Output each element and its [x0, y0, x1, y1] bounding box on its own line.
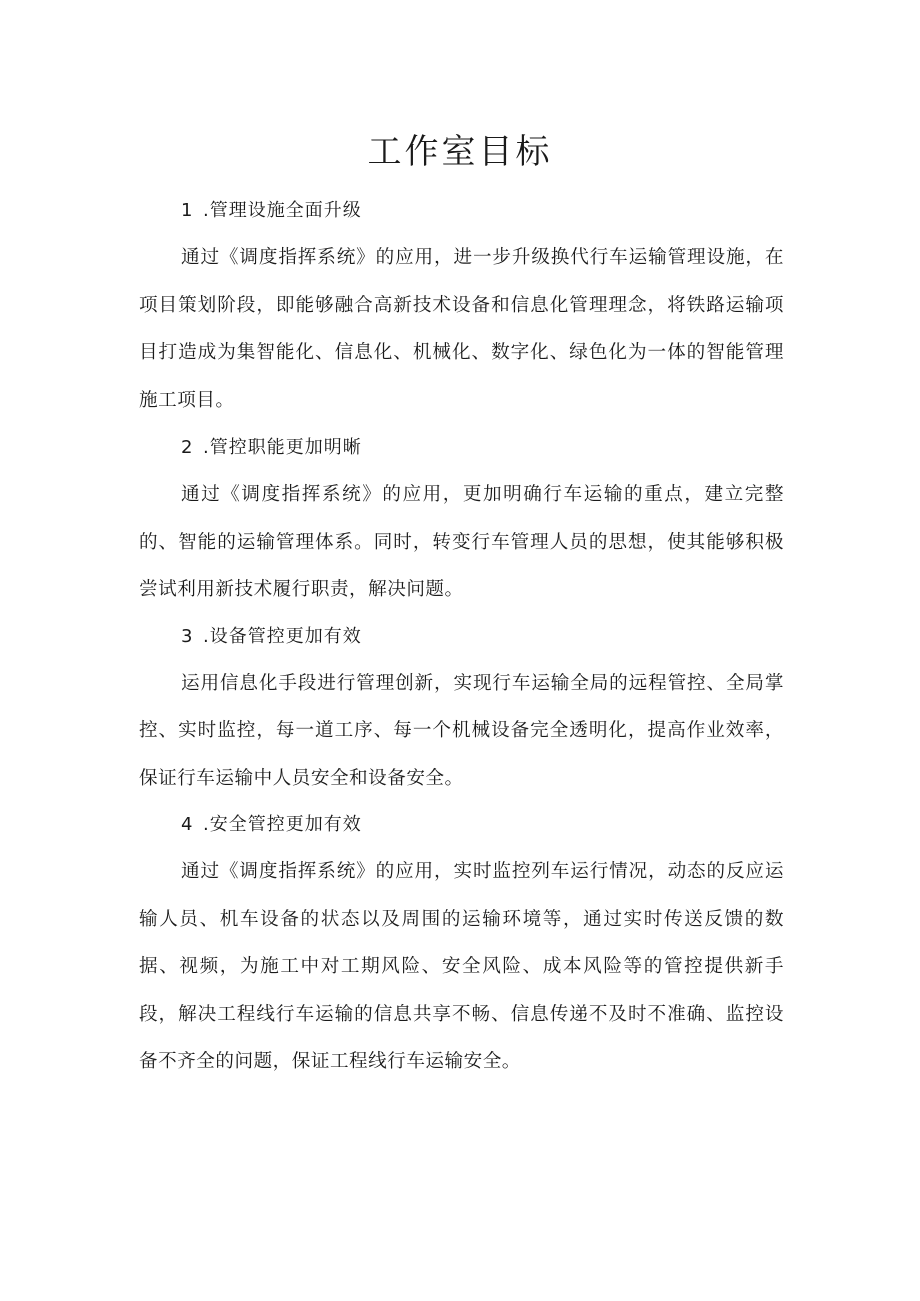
section-number: 4	[181, 814, 194, 835]
section-heading	[139, 614, 784, 660]
section-heading-text: .安全管控更加有效	[203, 814, 362, 835]
section-paragraph: 通过《调度指挥系统》的应用，更加明确行车运输的重点，建立完整的、智能的运输管理体系。同时，转变行车管理人员的思想，使其能够积极尝试利用新技术履行职责，解决问题。	[139, 484, 784, 600]
section-heading-text: .管理设施全面升级	[203, 200, 362, 221]
section-number: 3	[181, 625, 194, 647]
section-heading-text: .管控职能更加明晰	[203, 437, 362, 458]
section-paragraph: 运用信息化手段进行管理创新，实现行车运输全局的远程管控、全局掌控、实时监控，每一道工序、每一个机械设备完全透明化，提高作业效率，保证行车运输中人员安全和设备安全。	[139, 672, 784, 789]
section-paragraph: 通过《调度指挥系统》的应用，进一步升级换代行车运输管理设施，在项目策划阶段，即能够融合高新技术设备和信息化管理理念，将铁路运输项目打造成为集智能化、信息化、机械化、数字化、绿色化为一体的智能管理施工项目。	[139, 247, 784, 411]
section-paragraph: 通过《调度指挥系统》的应用，实时监控列车运行情况，动态的反应运输人员、机车设备的状态以及周围的运输环境等，通过实时传送反馈的数据、视频，为施工中对工期风险、安全风险、成本风险等的管控提供新手段，解决工程线行车运输的信息共享不畅、信息传递不及时不准确、监控设备不齐全的问题，保证工程线行车运输安全。	[139, 861, 784, 1072]
section-heading	[139, 802, 784, 848]
section-number: 2	[181, 437, 194, 458]
section-2	[139, 425, 784, 614]
section-heading	[139, 425, 784, 471]
document-body	[139, 188, 784, 1086]
section-4	[139, 802, 784, 1086]
page-title: 工作室目标	[367, 132, 553, 172]
section-1	[139, 188, 784, 424]
section-number: 1	[181, 200, 194, 221]
section-3	[139, 614, 784, 803]
section-heading-text: .设备管控更加有效	[203, 625, 362, 647]
section-heading	[139, 188, 784, 234]
